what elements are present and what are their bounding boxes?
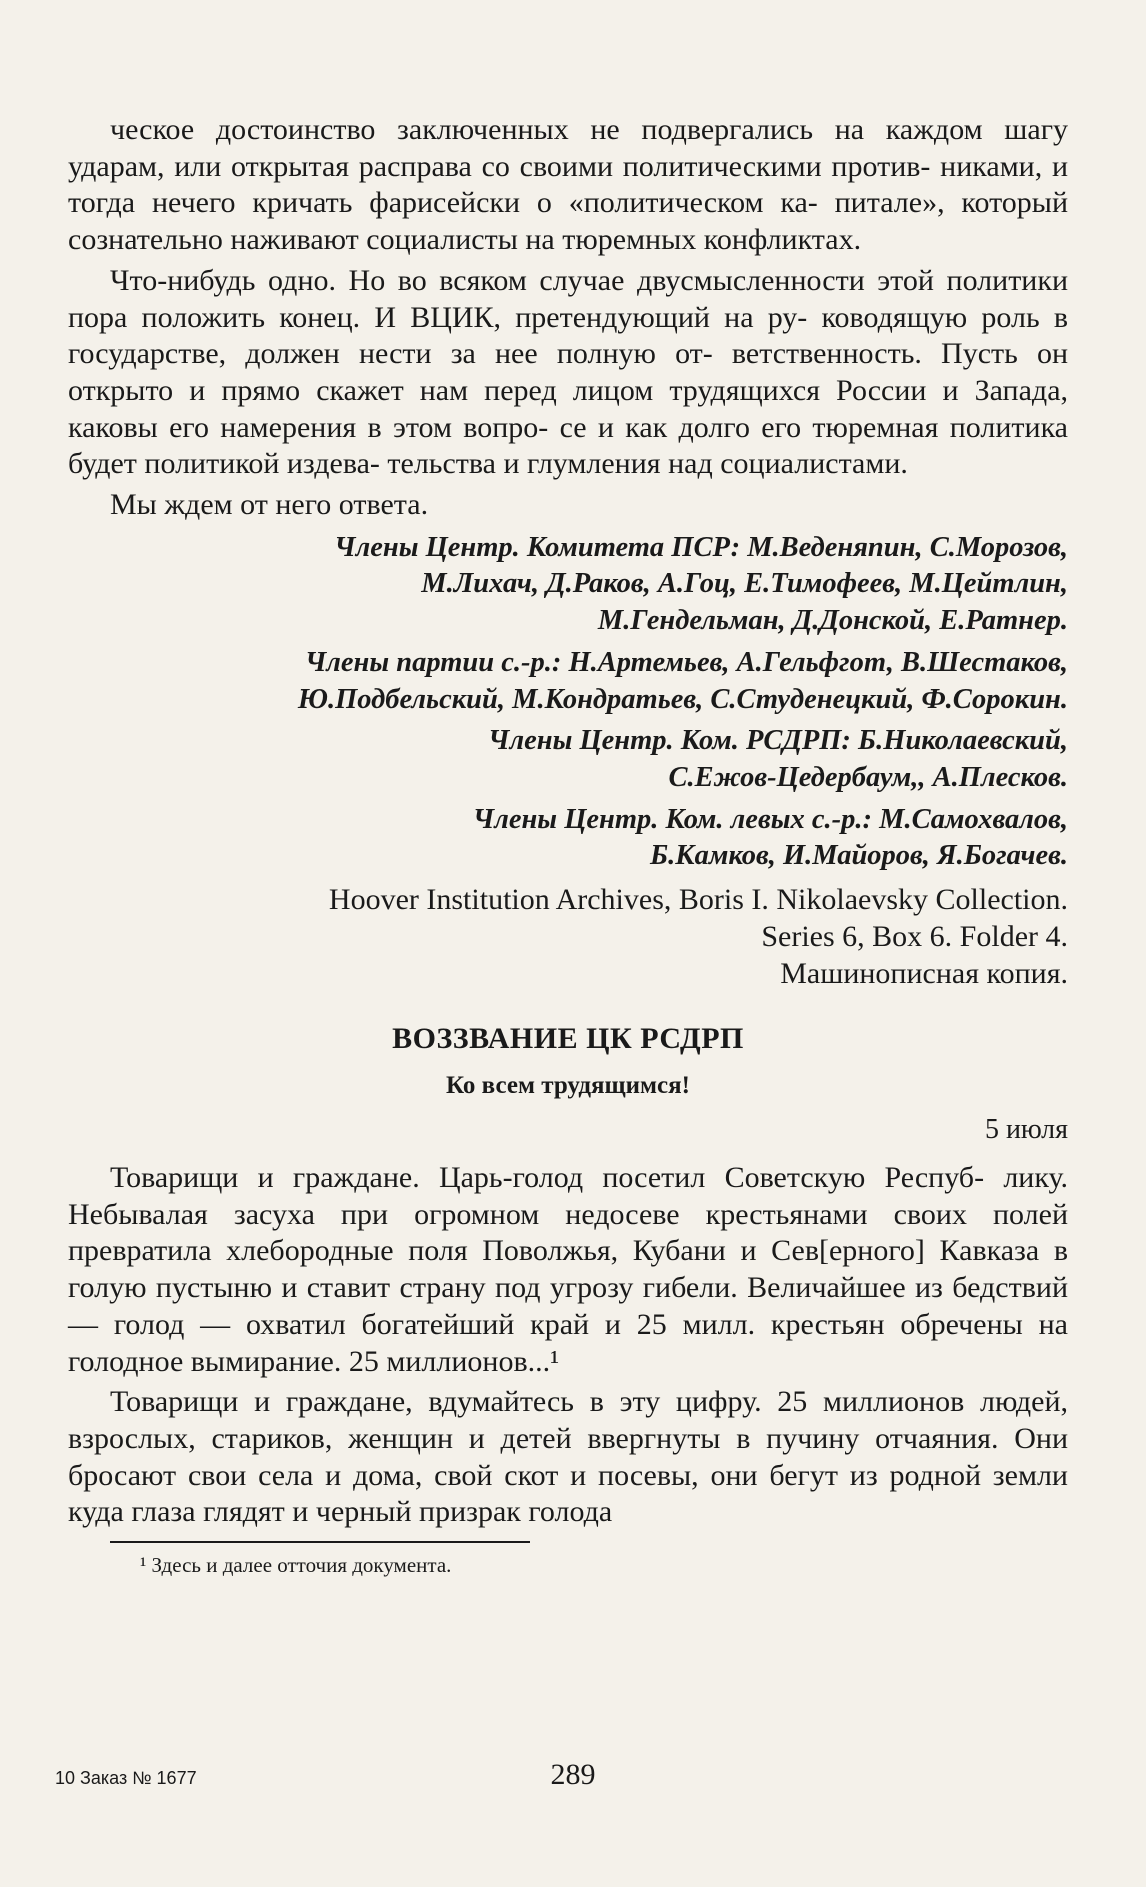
signature-group <box>68 645 1068 718</box>
signature-line: Ю.Подбельский, М.Кондратьев, С.Студенецкий, Ф.Сорокин. <box>297 683 1068 715</box>
text-line: Мы ждем от него ответа. <box>110 488 429 522</box>
text-line: отчаяния. Они бросают свои села и дома, свой скот и посевы, они <box>68 1421 1069 1492</box>
text-line: политики пора положить конец. И ВЦИК, претендующий на ру- <box>68 263 1068 334</box>
printer-mark: 10 Заказ № 1677 <box>55 1768 197 1788</box>
text-line: своих полей превратила хлебородные поля Поволжья, Кубани и <box>68 1197 1068 1268</box>
text-line: се и как долго его тюремная политика будет политикой издева- <box>68 410 1069 481</box>
page-content <box>68 112 1068 1578</box>
signature-line: М.Лихач, Д.Раков, А.Гоц, Е.Тимофеев, М.Цейтлин, <box>421 568 1068 600</box>
signature-line: Члены партии с.-р.: Н.Артемьев, А.Гельфгот, В.Шестаков, <box>304 646 1068 678</box>
archive-reference <box>68 881 1068 992</box>
paragraph <box>68 1384 1068 1531</box>
footnote: ¹ Здесь и далее отточия документа. <box>140 1553 452 1578</box>
section-subheading: Ко всем трудящимся! <box>446 1072 690 1100</box>
signature-line: М.Гендельман, Д.Донской, Е.Ратнер. <box>597 605 1068 637</box>
text-line: край и 25 милл. крестьян обречены на голодное вымирание. <box>68 1307 1068 1378</box>
text-line: ководящую роль в государстве, должен нести за нее полную от- <box>68 300 1068 371</box>
text-line: гибели. Величайшее из бедствий — голод — охватил богатейший <box>68 1271 1068 1341</box>
signature-line: Б.Камков, И.Майоров, Я.Богачев. <box>650 840 1068 872</box>
text-line: Сев[ерного] Кавказа в голую пустыню и ставит страну под угрозу <box>68 1234 1068 1305</box>
bottom-paragraphs <box>68 1160 1068 1531</box>
text-line: Товарищи и граждане, вдумайтесь в эту цифру. 25 миллионов <box>110 1385 965 1419</box>
text-line: питале», который сознательно наживают социалисты на тюремных <box>68 186 1068 257</box>
text-line: Товарищи и граждане. Царь-голод посетил Советскую Респуб- <box>110 1161 985 1195</box>
signature-line: Члены Центр. Ком. левых с.-р.: М.Самохвалов, <box>472 803 1068 835</box>
signatures <box>68 530 1068 875</box>
section-heading: ВОЗЗВАНИЕ ЦК РСДРП <box>392 1022 744 1056</box>
paragraph <box>68 112 1068 259</box>
signature-line: Члены Центр. Ком. РСДРП: Б.Николаевский, <box>488 725 1068 757</box>
text-line: ветственность. Пусть он открыто и прямо скажет нам перед лицом <box>68 337 1069 407</box>
text-line: конфликтах. <box>703 223 862 257</box>
signature-group <box>68 802 1068 875</box>
text-line: 25 миллионов...¹ <box>348 1344 560 1378</box>
text-line: тельства и глумления над социалистами. <box>387 447 908 481</box>
text-line: трудящихся России и Запада, каковы его намерения в этом вопро- <box>68 373 1069 444</box>
archive-line: Series 6, Box 6. Folder 4. <box>761 920 1068 954</box>
text-line: бегут из родной земли куда глаза глядят и черный призрак голода <box>68 1458 1068 1529</box>
archive-line: Машинописная копия. <box>780 957 1068 991</box>
page-number: 289 <box>550 1758 596 1791</box>
text-line: лику. Небывалая засуха при огромном недосеве крестьянами <box>68 1161 1068 1231</box>
archive-line: Hoover Institution Archives, Boris I. Nikolaevsky Collection. <box>328 883 1068 917</box>
signature-line: Члены Центр. Комитета ПСР: М.Веденяпин, С.Морозов, <box>334 531 1068 563</box>
document-date: 5 июля <box>984 1114 1068 1146</box>
text-line: ударам, или открытая расправа со своими политическими против- <box>68 149 931 183</box>
top-paragraphs <box>68 112 1068 524</box>
signature-group <box>68 530 1068 640</box>
signature-line: С.Ежов-Цедербаум,, А.Плесков. <box>668 761 1068 793</box>
signature-group <box>68 723 1068 796</box>
text-line: людей, взрослых, стариков, женщин и детей ввергнуты в пучину <box>68 1385 1069 1455</box>
paragraph <box>68 1160 1068 1380</box>
paragraph <box>68 487 1068 524</box>
paragraph <box>68 263 1068 483</box>
text-line: никами, и тогда нечего кричать фарисейски о «политическом ка- <box>68 149 1069 220</box>
text-line: ческое достоинство заключенных не подвергались на каждом шагу <box>110 113 1068 146</box>
footnote-divider <box>110 1541 530 1543</box>
text-line: Что-нибудь одно. Но во всяком случае двусмысленности этой <box>110 263 934 297</box>
